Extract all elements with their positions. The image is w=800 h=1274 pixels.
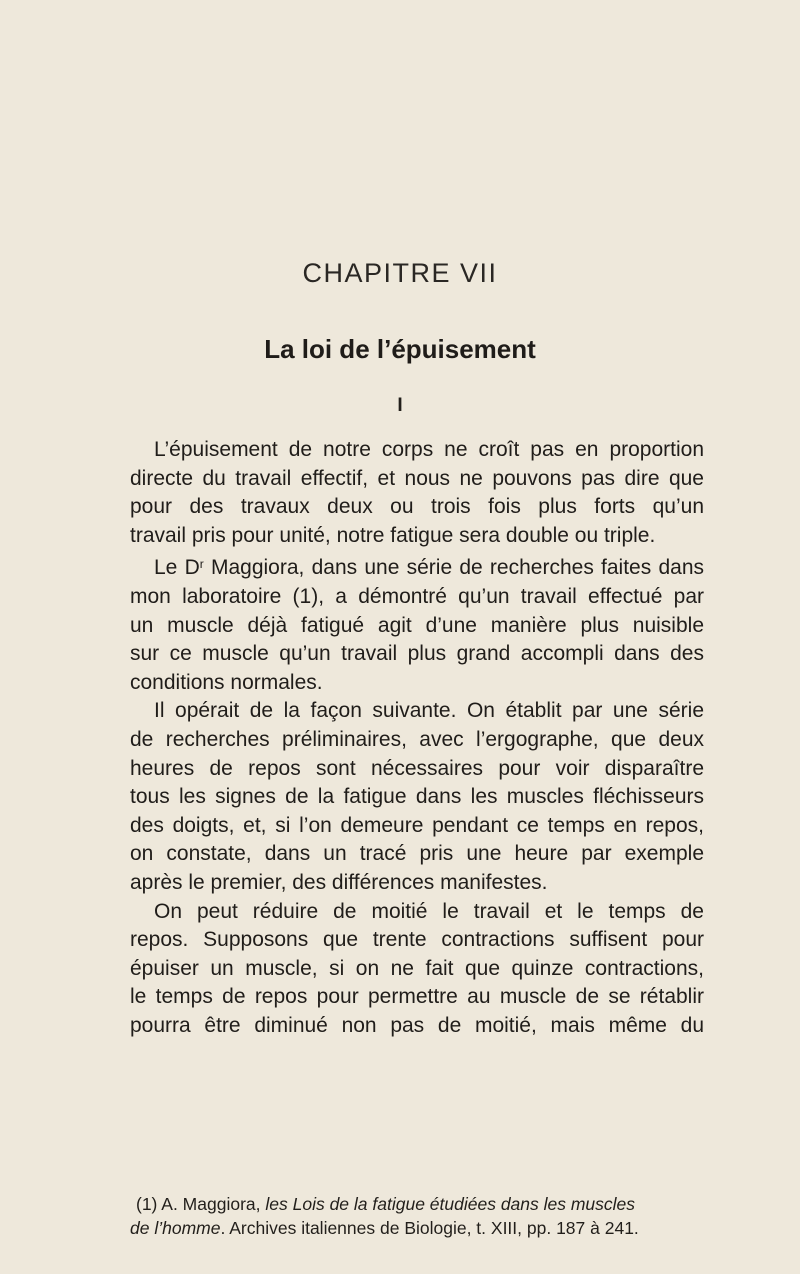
paragraph-3-line-text: après le premier, des différences manifestes.: [130, 870, 548, 894]
paragraph-3-line: on constate, dans un tracé pris une heure par exemple: [130, 842, 704, 866]
footnote-line: [130, 1192, 704, 1216]
section-number: I: [397, 395, 403, 416]
paragraph-4-line: le temps de repos pour permettre au muscle de se rétablir: [130, 985, 704, 1009]
paragraph-2-line: [130, 550, 704, 583]
footnote-citation: . Archives italiennes de Biologie, t. XIII, pp. 187 à 241.: [220, 1218, 639, 1238]
paragraph-2-line: un muscle déjà fatigué agit d’une manière plus nuisible: [130, 613, 704, 637]
paragraph-3-line: de recherches préliminaires, avec l’ergographe, que deux: [130, 727, 704, 751]
paragraph-2-line: sur ce muscle qu’un travail plus grand accompli dans des: [130, 642, 704, 666]
paragraph-3-line: [130, 869, 704, 898]
paragraph-2-line: mon laboratoire (1), a démontré qu’un travail effectué par: [130, 584, 704, 608]
paragraph-4-line: On peut réduire de moitié le travail et le temps de: [154, 899, 704, 923]
paragraph-4-line: repos. Supposons que trente contractions suffisent pour: [130, 928, 704, 952]
footnote-title-part: les Lois de la fatigue étudiées dans les muscles: [265, 1194, 636, 1214]
footnote: [130, 1192, 704, 1240]
paragraph-2-line-text: conditions normales.: [130, 670, 323, 694]
footnote-title-end: de l’homme: [130, 1218, 221, 1238]
paragraph-1-line: directe du travail effectif, et nous ne pouvons pas dire que: [130, 466, 704, 490]
paragraph-3-line: Il opérait de la façon suivante. On établit par une série: [154, 699, 704, 723]
paragraph-1-line: pour des travaux deux ou trois fois plus forts qu’un: [130, 495, 704, 519]
paragraph-3-line: tous les signes de la fatigue dans les muscles fléchisseurs: [130, 785, 704, 809]
paragraph-4-line: épuiser un muscle, si on ne fait que quinze contractions,: [130, 956, 704, 980]
footnote-prefix: (1) A. Maggiora,: [136, 1194, 266, 1214]
doctor-superscript: r: [199, 557, 204, 572]
paragraph-1-line: [130, 522, 704, 551]
paragraph-1-line: L’épuisement de notre corps ne croît pas en proportion: [154, 438, 704, 461]
paragraph-3-line: heures de repos sont nécessaires pour voir disparaître: [130, 756, 704, 780]
paragraph-2-line-rest: Maggiora, dans une série de recherches faites dans: [203, 556, 704, 580]
footnote-line: [130, 1216, 704, 1240]
chapter-title: La loi de l’épuisement: [264, 334, 536, 364]
paragraph-2-line-start: Le D: [154, 556, 200, 580]
paragraph-1-line-text: travail pris pour unité, notre fatigue sera double ou triple.: [130, 523, 656, 547]
paragraph-3-line: des doigts, et, si l’on demeure pendant ce temps en repos,: [130, 813, 704, 837]
chapter-heading: CHAPITRE VII: [302, 258, 498, 288]
paragraph-2-line: [130, 669, 704, 698]
body-text: [130, 436, 704, 1040]
paragraph-4-line: pourra être diminué non pas de moitié, mais même du: [130, 1013, 704, 1037]
